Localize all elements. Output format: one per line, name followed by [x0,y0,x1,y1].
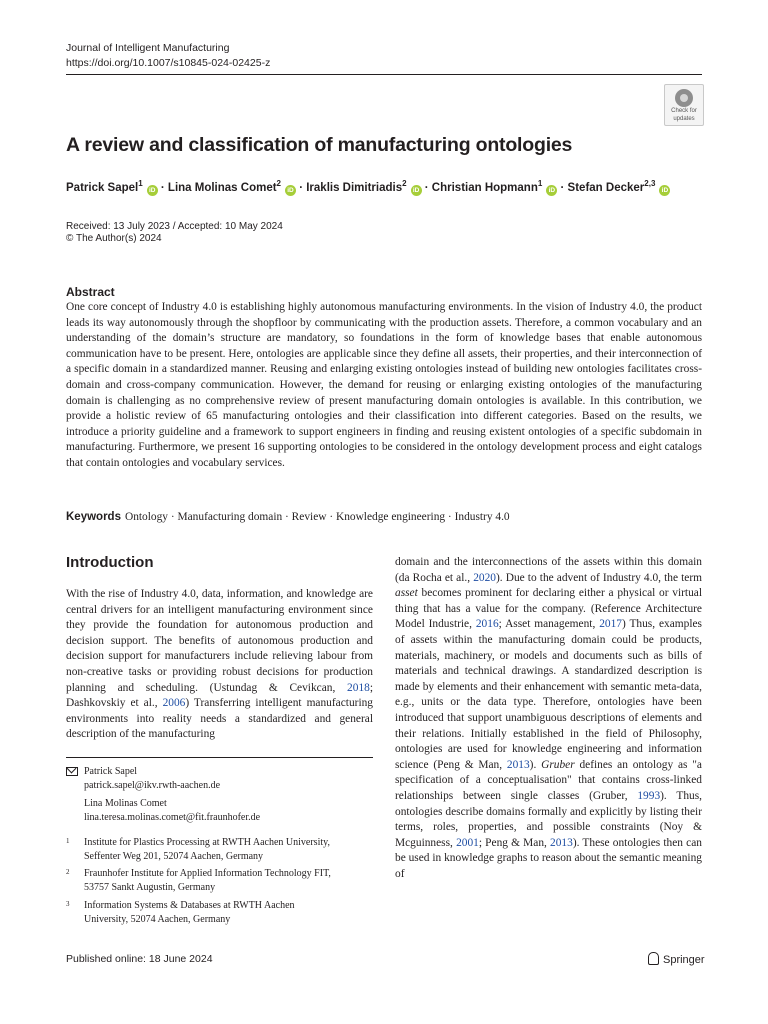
citation-link[interactable]: 2016 [475,618,499,631]
body-text: becomes prominent for declaring either a physical or virtual thing that has a value for the company. (Reference Architecture Model Industrie, [395,587,702,631]
author-name[interactable]: Iraklis Dimitriadis [306,181,403,194]
correspondent-email[interactable]: lina.teresa.molinas.comet@fit.fraunhofer.de [84,812,261,823]
check-for-updates-button[interactable] [664,84,704,126]
publisher-name: Springer [663,954,705,966]
orcid-icon[interactable]: iD [659,185,670,196]
body-text: ). Due to the advent of Industry 4.0, the term [495,571,703,584]
abstract-heading: Abstract [66,285,115,299]
citation-link[interactable]: 2013 [506,758,530,771]
author-separator: · [560,181,568,194]
author-list [66,179,670,196]
introduction-heading: Introduction [66,554,154,571]
author-name[interactable]: Christian Hopmann [431,181,538,194]
check-for-updates-label-1: Check for [671,108,697,114]
body-text: With the rise of Industry 4.0, data, information, and knowledge are central drivers for an intelligent manufacturing environment since they provide the foundation for autonomous production and decision support. The benefits of autonomous production and decision support for manufacturers include relieving labour from non-creative tasks or providing robust decisions for production planning and scheduling. (Ustundag & Cevikcan, [66,588,373,694]
paper-title: A review and classification of manufacturing ontologies [66,134,573,156]
introduction-right-column [395,555,702,882]
springer-logo [648,952,705,966]
copyright-notice: © The Author(s) 2024 [66,232,162,244]
received-accepted-dates: Received: 13 July 2023 / Accepted: 10 May 2024 [66,221,283,232]
author-affiliation-number: 2 [276,179,281,188]
author-name[interactable]: Lina Molinas Comet [167,181,277,194]
affiliation-line: Information Systems & Databases at RWTH Aachen [84,900,295,911]
doi-link[interactable]: https://doi.org/10.1007/s10845-024-02425-z [66,57,271,69]
body-text: ). Thus, ontologies describe domains formally and explicitly by listing their terms, roles, properties, and possible constraints (Noy & Mcguinness, [395,789,702,849]
body-text: ) Thus, examples of assets within the manufacturing domain could be products, materials, machinery, or models and documents such as bills of materials and technical drawings. A standardized description is made by elements and their enhancement with semantic meta-data, e.g., units or the data type. Therefore, ontologies have been introduced that support unambiguous descriptions of elements and their relations. Initially established in the field of Philosophy, ontologies are used for knowledge engineering and information science (Peng & Man, [395,618,702,771]
correspondent-name: Lina Molinas Comet [84,798,167,809]
affiliation-2 [66,867,331,895]
author-separator: · [424,181,432,194]
author-separator: · [299,181,307,194]
citation-link[interactable]: 2013 [550,836,573,849]
body-text: ). These ontologies then can be used in knowledge graphs to reason about the semantic meaning of [395,836,702,880]
affiliation-line: University, 52074 Aachen, Germany [84,914,231,925]
citation-link[interactable]: 2006 [162,697,186,710]
emphasized-term: Gruber [541,758,575,771]
keywords-label: Keywords [66,511,121,523]
header-rule [66,74,702,75]
body-text: ; Peng & Man, [478,836,551,849]
introduction-left-column [66,587,373,743]
author-affiliation-number: 2,3 [644,179,656,188]
body-text: ) Transferring intelligent manufacturing environments into reality needs a standardized and general description of the manufacturing [66,697,373,741]
emphasized-term: asset [395,587,418,600]
orcid-icon[interactable]: iD [285,185,296,196]
correspondence-block [66,765,260,825]
body-text: defines an ontology as "a specification of a conceptualisation" that contains cross-linked relationships between single classes (Gruber, [395,758,702,802]
keywords-text: Ontology · Manufacturing domain · Review · Knowledge engineering · Industry 4.0 [124,511,510,523]
affiliation-line: Seffenter Weg 201, 52074 Aachen, Germany [84,851,264,862]
body-text: domain and the interconnections of the assets within this domain (da Rocha et al., [395,556,702,584]
abstract-text: One core concept of Industry 4.0 is establishing highly autonomous manufacturing environments. In the vision of Industry 4.0, the product leads its way autonomously through the shopfloor by communicating with the production assets. Therefore, a common vocabulary and an understanding of the domain’s structure are mandatory, so foundations in the form of knowledge bases that enable autonomous communication have to be present. Here, ontologies are applicable since they define all assets, their properties, and their interconnection of a specific domain in a standardized manner. Reusing and enlarging existing ontologies instead of building new ontologies facilitates cross-domain and cross-company communication. However, the demand for reusing or enlarging existing ontologies of the manufacturing domain is challenging as no comprehensive review of present manufacturing domain ontologies is available. In this contribution, we provide a holistic review of 65 manufacturing ontologies and their classification into different categories. Based on the results, we introduce a priority guideline and a framework to support engineers in finding and reusing existent ontologies of a specific subdomain in manufacturing. Furthermore, we present 16 supporting ontologies to be considered in the ontology development process and eight catalogs that contain ontologies and vocabulary services. [66,301,702,469]
affiliation-number: 1 [66,837,70,845]
affiliation-line: Fraunhofer Institute for Applied Information Technology FIT, [84,868,331,879]
affiliation-line: 53757 Sankt Augustin, Germany [84,882,216,893]
citation-link[interactable]: 2017 [599,618,622,631]
crossmark-icon [675,89,693,107]
envelope-icon [66,767,78,776]
citation-link[interactable]: 2001 [456,836,479,849]
correspondent-email[interactable]: patrick.sapel@ikv.rwth-aachen.de [84,780,221,791]
citation-link[interactable]: 2018 [347,681,370,694]
author-affiliation-number: 1 [138,179,143,188]
orcid-icon[interactable]: iD [147,185,158,196]
author-name[interactable]: Patrick Sapel [66,181,139,194]
journal-header [66,41,270,71]
published-online: Published online: 18 June 2024 [66,953,213,965]
affiliation-1 [66,836,330,864]
affiliation-3 [66,899,295,927]
author-affiliation-number: 2 [402,179,407,188]
orcid-icon[interactable]: iD [411,185,422,196]
body-text: ; Asset management, [498,618,600,631]
springer-horse-icon [648,952,659,965]
check-for-updates-label-2: updates [673,115,695,122]
affiliation-number: 2 [66,868,70,876]
author-name[interactable]: Stefan Decker [567,181,645,194]
citation-link[interactable]: 1993 [637,789,661,802]
author-affiliation-number: 1 [537,179,543,188]
keywords [66,511,510,523]
body-text: ; Dashkovskiy et al., [66,681,373,710]
footnote-rule [66,757,373,758]
orcid-icon[interactable]: iD [546,185,557,196]
citation-link[interactable]: 2020 [473,571,496,584]
affiliation-number: 3 [66,900,70,908]
author-separator: · [160,181,168,194]
body-text: ). [529,758,542,771]
correspondent-name: Patrick Sapel [84,766,138,777]
article-dates [66,221,283,244]
affiliation-line: Institute for Plastics Processing at RWTH Aachen University, [84,837,330,848]
journal-name: Journal of Intelligent Manufacturing [66,42,230,54]
